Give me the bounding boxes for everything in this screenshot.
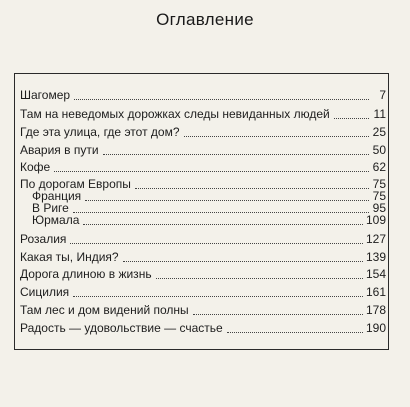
dot-leader [156,277,363,279]
toc-entry-page: 109 [365,213,386,227]
dot-leader [74,98,369,100]
toc-entry-title: Радость — удовольствие — счастье [20,321,223,335]
toc-entry [20,321,386,335]
toc-entry [20,232,386,246]
dot-leader [103,153,369,155]
toc-entry-page: 62 [372,160,386,174]
dot-leader [73,295,363,297]
toc-entry-title: Дорога длиною в жизнь [20,267,152,281]
dot-leader [334,117,369,119]
toc-entry-page: 161 [365,285,386,299]
toc-entry [20,267,386,281]
toc-entry-page: 11 [373,107,386,121]
toc-entry-page: 139 [365,250,386,264]
toc-entry-title: Сицилия [20,285,70,299]
toc-entry [20,285,386,299]
dot-leader [184,135,370,137]
toc-entry [20,107,386,121]
toc-entry-page: 75 [372,177,386,191]
dot-leader [227,331,363,333]
toc-entry-title: Какая ты, Индия? [20,250,119,264]
toc-entry-title: Где эта улица, где этот дом? [20,125,180,139]
toc-entry [20,143,386,157]
toc-entry-page: 7 [379,88,386,102]
toc-entry-title: Авария в пути [20,143,99,157]
toc-entry-page: 127 [365,232,386,246]
dot-leader [193,313,363,315]
dot-leader [123,260,363,262]
toc-entry-page: 178 [365,303,386,317]
toc-entry-page: 95 [372,201,386,215]
toc-entry [20,213,386,227]
toc-entry [20,160,386,174]
toc-entry-title: В Риге [32,201,69,215]
dot-leader [70,242,363,244]
toc-title: Оглавление [156,10,254,29]
dot-leader [83,223,363,225]
dot-leader [54,170,369,172]
toc-entry-title: Кофе [20,160,51,174]
toc-entry-page: 154 [365,267,386,281]
toc-entry [20,303,386,317]
toc-entry-title: Франция [32,189,82,203]
toc-entry-title: Шагомер [20,88,71,102]
toc-entry [20,250,386,264]
toc-entry-page: 75 [372,189,386,203]
toc-entry [20,125,386,139]
toc-entry-title: Там на неведомых дорожках следы невиданных людей [20,107,330,121]
toc-entry-page: 50 [372,143,386,157]
toc-entry [20,88,386,102]
toc-entry-page: 25 [372,125,386,139]
toc-entry-title: Юрмала [32,213,80,227]
toc-entry-title: Там лес и дом видений полны [20,303,189,317]
toc-entry-title: Розалия [20,232,67,246]
toc-entry-page: 190 [365,321,386,335]
toc-entry-title: По дорогам Европы [20,177,131,191]
